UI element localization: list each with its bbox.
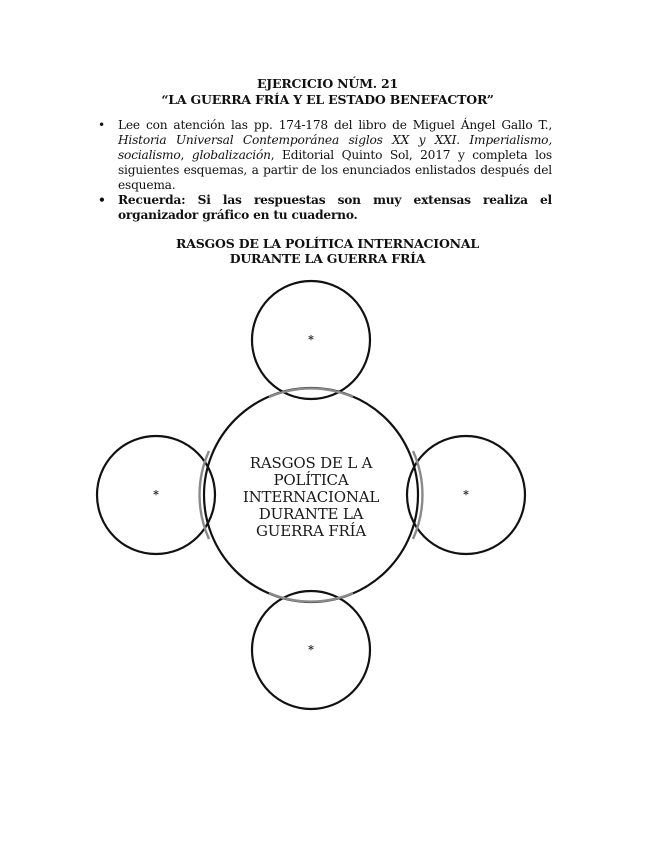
center-label-line: INTERNACIONAL — [242, 488, 380, 506]
instruction-text-2: , Editorial Quinto Sol, 2017 y completa los siguientes esquemas, a partir de los enunciados enlistados después del esquema. — [118, 148, 552, 192]
right-circle-answer[interactable]: * — [463, 488, 469, 501]
center-label-line: RASGOS DE L A — [249, 454, 373, 472]
organizer-title-line1: RASGOS DE LA POLÍTICA INTERNACIONAL — [176, 236, 479, 251]
center-label-line: GUERRA FRÍA — [255, 522, 367, 540]
bullet-icon: • — [98, 193, 106, 207]
top-circle-answer[interactable]: * — [308, 333, 314, 346]
left-circle-answer[interactable]: * — [153, 488, 159, 501]
overlap-arc-bottom — [269, 593, 353, 602]
book-title-text-2: globalización — [191, 148, 271, 162]
exercise-topic-title: “LA GUERRA FRÍA Y EL ESTADO BENEFACTOR” — [161, 92, 494, 107]
bullet-icon: • — [98, 118, 105, 132]
center-label-line: DURANTE LA — [258, 505, 364, 523]
organizer-title-line2: DURANTE LA GUERRA FRÍA — [229, 251, 426, 266]
reminder-text: Recuerda: Si las respuestas son muy extensas realiza el organizador gráfico en tu cuaderno. — [118, 193, 552, 222]
overlap-arc-top — [269, 388, 353, 397]
book-title-text: Historia Universal Contemporánea siglos XX y XXI. Imperialismo, socialismo — [118, 133, 552, 162]
organizer-center-label — [225, 455, 397, 540]
separator-text: , — [180, 148, 192, 162]
instruction-text: Lee con atención las pp. 174-178 del libro de Miguel Ángel Gallo T., — [118, 118, 552, 132]
exercise-number-title: EJERCICIO NÚM. 21 — [256, 76, 399, 91]
center-label-line: POLÍTICA — [273, 471, 349, 489]
bottom-circle-answer[interactable]: * — [308, 643, 314, 656]
